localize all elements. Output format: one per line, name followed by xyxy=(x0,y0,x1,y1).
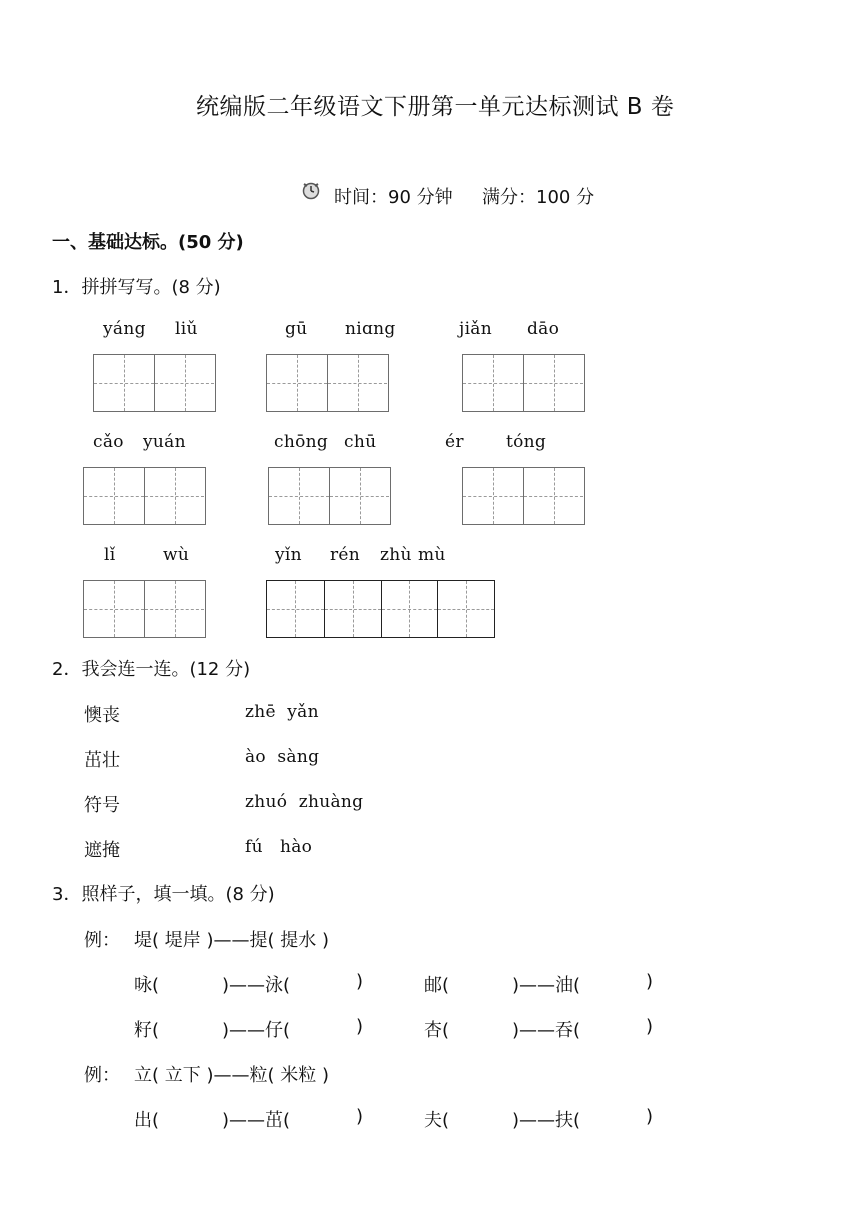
match-pinyin[interactable]: fú hào xyxy=(245,837,313,857)
pinyin: ér xyxy=(445,432,464,452)
blank-close: ) xyxy=(356,971,364,992)
blank-close: ) xyxy=(646,1106,654,1127)
pinyin: lǐ xyxy=(104,545,116,565)
pinyin: mù xyxy=(418,545,446,565)
blank-mid: )——仔( xyxy=(222,1020,291,1041)
blank-left: 杏( xyxy=(424,1020,450,1041)
question-3-label: 3．照样子，填一填。(8 分) xyxy=(52,884,275,905)
match-pinyin[interactable]: ào sàng xyxy=(245,747,320,767)
question-2-label: 2．我会连一连。(12 分) xyxy=(52,659,251,680)
pinyin: niɑng xyxy=(345,319,396,339)
blank-mid: )——泳( xyxy=(222,975,291,996)
exam-time: 时间：90 分钟 xyxy=(334,187,453,208)
blank-mid: )——茁( xyxy=(222,1110,291,1131)
match-pinyin[interactable]: zhē yǎn xyxy=(245,702,319,722)
pinyin: gū xyxy=(285,319,308,339)
blank-mid: )——吞( xyxy=(512,1020,581,1041)
blank-left: 邮( xyxy=(424,975,450,996)
section-heading: 一、基础达标。(50 分) xyxy=(52,232,244,253)
blank-left: 籽( xyxy=(134,1020,160,1041)
blank-mid: )——油( xyxy=(512,975,581,996)
full-score: 满分：100 分 xyxy=(482,187,595,208)
writing-grid[interactable] xyxy=(462,354,585,412)
pinyin: dāo xyxy=(527,319,560,339)
writing-grid[interactable] xyxy=(266,580,495,638)
pinyin: tóng xyxy=(506,432,547,452)
match-word[interactable]: 符号 xyxy=(84,795,120,816)
pinyin: zhù xyxy=(380,545,412,565)
example-prefix: 例： xyxy=(84,1065,120,1086)
writing-grid[interactable] xyxy=(83,580,206,638)
match-pinyin[interactable]: zhuó zhuàng xyxy=(245,792,364,812)
pinyin: yuán xyxy=(143,432,186,452)
pinyin: chū xyxy=(344,432,377,452)
pinyin: chōng xyxy=(274,432,329,452)
pinyin: yáng xyxy=(103,319,146,339)
writing-grid[interactable] xyxy=(462,467,585,525)
blank-mid: )——扶( xyxy=(512,1110,581,1131)
example-text: 立( 立下 )——粒( 米粒 ) xyxy=(134,1065,329,1086)
writing-grid[interactable] xyxy=(83,467,206,525)
writing-grid[interactable] xyxy=(93,354,216,412)
blank-close: ) xyxy=(646,1016,654,1037)
page-title: 统编版二年级语文下册第一单元达标测试 B 卷 xyxy=(196,94,675,120)
example-prefix: 例： xyxy=(84,930,120,951)
match-word[interactable]: 懊丧 xyxy=(84,705,120,726)
match-word[interactable]: 茁壮 xyxy=(84,750,120,771)
pinyin: wù xyxy=(163,545,190,565)
match-word[interactable]: 遮掩 xyxy=(84,840,120,861)
pinyin: liǔ xyxy=(175,319,198,339)
blank-close: ) xyxy=(356,1106,364,1127)
question-1-label: 1．拼拼写写。(8 分) xyxy=(52,277,221,298)
clock-icon xyxy=(300,180,320,200)
pinyin: rén xyxy=(330,545,361,565)
writing-grid[interactable] xyxy=(268,467,391,525)
blank-left: 咏( xyxy=(134,975,160,996)
pinyin: yǐn xyxy=(275,545,302,565)
example-text: 堤( 堤岸 )——提( 提水 ) xyxy=(134,930,329,951)
blank-left: 出( xyxy=(134,1110,160,1131)
blank-close: ) xyxy=(356,1016,364,1037)
pinyin: cǎo xyxy=(93,432,124,452)
pinyin: jiǎn xyxy=(459,319,492,339)
writing-grid[interactable] xyxy=(266,354,389,412)
blank-left: 夫( xyxy=(424,1110,450,1131)
blank-close: ) xyxy=(646,971,654,992)
